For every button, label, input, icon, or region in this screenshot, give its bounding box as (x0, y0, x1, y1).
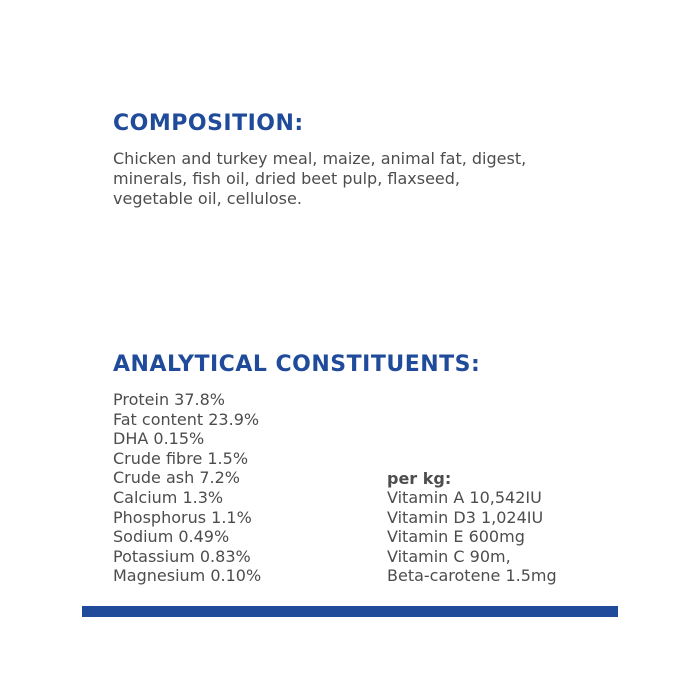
composition-line: Chicken and turkey meal, maize, animal fat, digest, (113, 149, 527, 168)
vitamin-item: Beta-carotene 1.5mg (387, 566, 557, 586)
constituent-item: Magnesium 0.10% (113, 566, 262, 586)
constituent-item: Phosphorus 1.1% (113, 507, 252, 527)
composition-heading: COMPOSITION: (113, 111, 304, 136)
vitamin-item: Vitamin D3 1,024IU (387, 507, 544, 527)
composition-line: minerals, fish oil, dried beet pulp, flaxseed, (113, 169, 460, 188)
constituent-item: Protein 37.8% (113, 390, 225, 409)
bottom-accent-bar (82, 606, 618, 617)
constituent-item: DHA 0.15% (113, 429, 205, 449)
constituents-list (113, 390, 261, 586)
analytical-constituents-heading: ANALYTICAL CONSTITUENTS: (113, 352, 481, 377)
constituent-item: Fat content 23.9% (113, 409, 260, 429)
vitamins-list (387, 488, 557, 586)
composition-text (113, 149, 613, 209)
constituent-item: Potassium 0.83% (113, 546, 251, 566)
vitamin-item: Vitamin E 600mg (387, 527, 525, 547)
composition-line: vegetable oil, cellulose. (113, 189, 302, 208)
constituent-item: Calcium 1.3% (113, 487, 224, 507)
per-kg-label: per kg: (387, 469, 452, 488)
constituent-item: Crude ash 7.2% (113, 468, 240, 488)
vitamin-item: Vitamin A 10,542IU (387, 488, 542, 507)
constituent-item: Sodium 0.49% (113, 527, 230, 547)
vitamin-item: Vitamin C 90m, (387, 546, 511, 566)
constituent-item: Crude fibre 1.5% (113, 448, 249, 468)
